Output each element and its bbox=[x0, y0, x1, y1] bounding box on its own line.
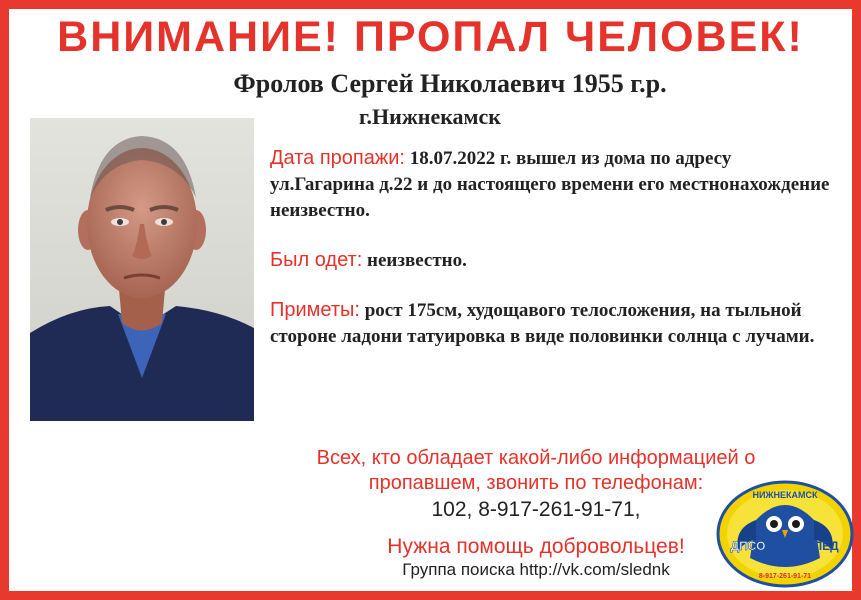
volunteers-call: Нужна помощь добровольцев! bbox=[387, 535, 685, 558]
poster-headline: ВНИМАНИЕ! ПРОПАЛ ЧЕЛОВЕК! bbox=[57, 13, 804, 61]
logo-phone-text: 8-917-261-91-71 bbox=[758, 573, 812, 580]
clothes-text: неизвестно. bbox=[367, 250, 467, 271]
portrait-illustration bbox=[30, 118, 254, 421]
logo-top-text: НИЖНЕКАМСК bbox=[752, 490, 818, 500]
search-group-link: Группа поиска http://vk.com/sledn​k bbox=[402, 560, 670, 579]
date-paragraph bbox=[270, 145, 830, 224]
dpso-sled-logo bbox=[716, 480, 854, 588]
missing-person-name: Фролов Сергей Николаевич 1955 г.р. bbox=[233, 69, 667, 98]
signs-label: Приметы: bbox=[270, 299, 360, 321]
missing-person-city: г.Нижнекамск bbox=[359, 104, 501, 129]
clothes-label: Был одет: bbox=[270, 249, 363, 271]
details-block bbox=[270, 145, 830, 373]
logo-right-text: СЛЕД bbox=[805, 539, 839, 553]
signs-paragraph bbox=[270, 297, 830, 350]
date-text: 18.07.2022 г. вышел из дома по адресу ул.Гагарина д.22 и до настоящего времени его местнонахождение неизвестно. bbox=[270, 148, 830, 221]
logo-left-text: ДПСО bbox=[730, 539, 766, 553]
phone-numbers: 102, 8-917-261-91-71, bbox=[431, 498, 641, 521]
appeal-text: Всех, кто обладает какой-либо информацией о пропавшем, звонить по телефонам: bbox=[316, 447, 756, 494]
missing-person-photo bbox=[30, 118, 254, 421]
owl-emblem-icon bbox=[716, 480, 854, 588]
signs-text: рост 175см, худощавого телосложения, на тыльной стороне ладони татуировка в виде половинки солнца с лучами. bbox=[270, 300, 815, 347]
date-label: Дата пропажи: bbox=[270, 147, 405, 169]
clothes-paragraph bbox=[270, 247, 830, 274]
